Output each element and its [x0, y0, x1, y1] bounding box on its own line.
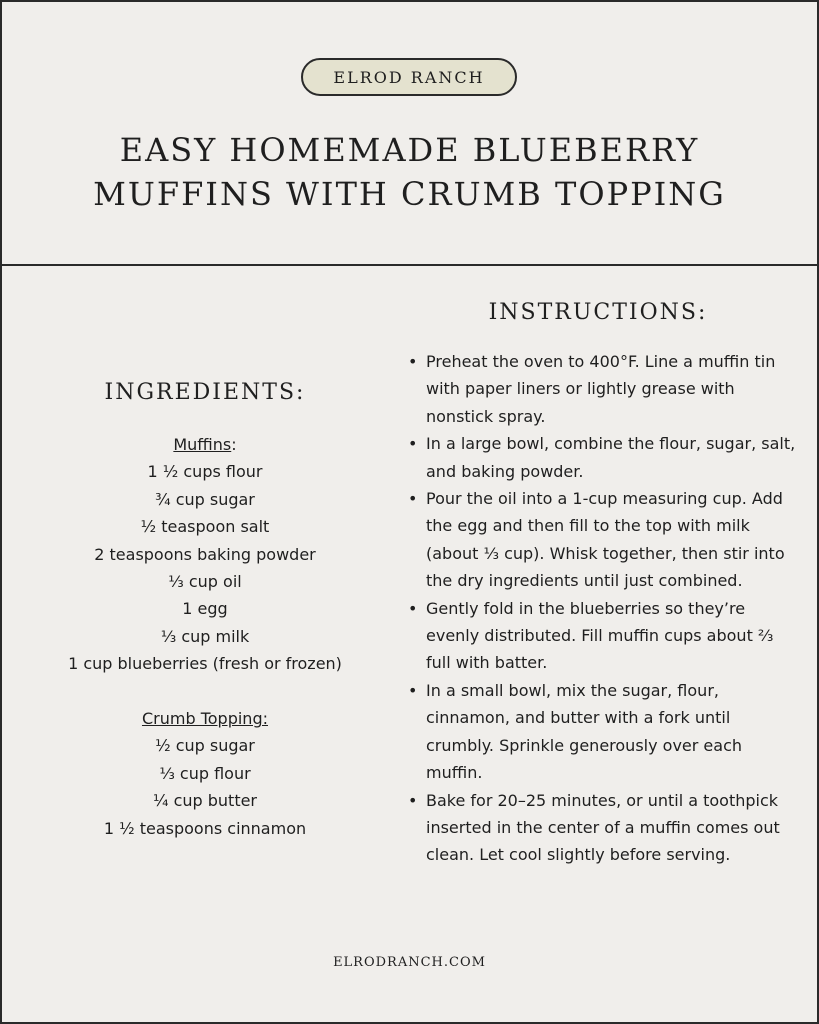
instruction-text: Bake for 20–25 minutes, or until a toothpick inserted in the center of a muffin comes out clean. Let cool slightly before serving.: [426, 790, 780, 865]
instruction-text: Preheat the oven to 400°F. Line a muffin tin with paper liners or lightly grease with nonstick spray.: [426, 352, 776, 426]
ingredient-item: ½ cup sugar: [155, 736, 255, 756]
instruction-step: [408, 485, 800, 595]
website-footer: ELRODRANCH.COM: [333, 955, 486, 970]
bullet-icon: •: [408, 489, 418, 509]
instruction-step: [408, 787, 800, 869]
brand-badge: [301, 58, 517, 96]
instructions-heading: INSTRUCTIONS:: [488, 300, 708, 325]
header-divider: [0, 264, 819, 266]
instruction-step: [408, 595, 800, 677]
ingredient-item: ¾ cup sugar: [155, 489, 255, 509]
ingredient-item: ⅓ cup flour: [159, 763, 251, 783]
bullet-icon: •: [408, 680, 418, 700]
instructions-section: [408, 296, 800, 869]
instruction-step: [408, 430, 800, 485]
recipe-title-line-1: EASY HOMEMADE BLUEBERRY: [119, 131, 700, 169]
ingredient-item: 1 cup blueberries (fresh or frozen): [68, 654, 342, 674]
bullet-icon: •: [408, 434, 418, 454]
ingredient-item: ⅓ cup milk: [160, 626, 250, 646]
instruction-text: Pour the oil into a 1-cup measuring cup. Add the egg and then fill to the top with milk (about ⅓ cup). Whisk together, then stir into the dry ingredients until just combined.: [426, 489, 785, 591]
ingredient-item: 1 egg: [182, 599, 228, 619]
ingredients-section: [30, 380, 380, 842]
muffins-label: Muffins: [173, 435, 232, 454]
crumb-topping-subheading: Crumb Topping:: [141, 709, 268, 729]
muffins-ingredient-list: [30, 458, 380, 677]
ingredient-item: ¼ cup butter: [152, 791, 258, 811]
instruction-list: [408, 348, 800, 869]
ingredient-item: 2 teaspoons baking powder: [94, 544, 316, 564]
bullet-icon: •: [408, 598, 418, 618]
muffins-label-colon: :: [231, 435, 237, 454]
recipe-title-line-2: MUFFINS WITH CRUMB TOPPING: [93, 175, 726, 213]
ingredient-item: 1 ½ cups flour: [147, 462, 263, 482]
brand-name: ELROD RANCH: [333, 67, 485, 87]
instruction-text: Gently fold in the blueberries so they’re evenly distributed. Fill muffin cups about ⅔ full with batter.: [426, 598, 774, 673]
ingredient-item: ½ teaspoon salt: [140, 517, 270, 537]
instruction-step: [408, 348, 800, 430]
ingredients-heading: INGREDIENTS:: [104, 380, 306, 405]
muffins-subheading: [30, 431, 380, 458]
recipe-title: [0, 128, 819, 216]
section-spacer: [30, 678, 380, 705]
instruction-step: [408, 677, 800, 787]
ingredient-item: 1 ½ teaspoons cinnamon: [103, 818, 307, 838]
bullet-icon: •: [408, 352, 418, 371]
bullet-icon: •: [408, 790, 418, 810]
crumb-topping-ingredient-list: [30, 732, 380, 842]
instruction-text: In a small bowl, mix the sugar, flour, cinnamon, and butter with a fork until crumbly. Sprinkle generously over each muffin.: [426, 680, 743, 783]
ingredient-item: ⅓ cup oil: [168, 572, 242, 592]
instruction-text: In a large bowl, combine the flour, sugar, salt, and baking powder.: [426, 434, 796, 481]
